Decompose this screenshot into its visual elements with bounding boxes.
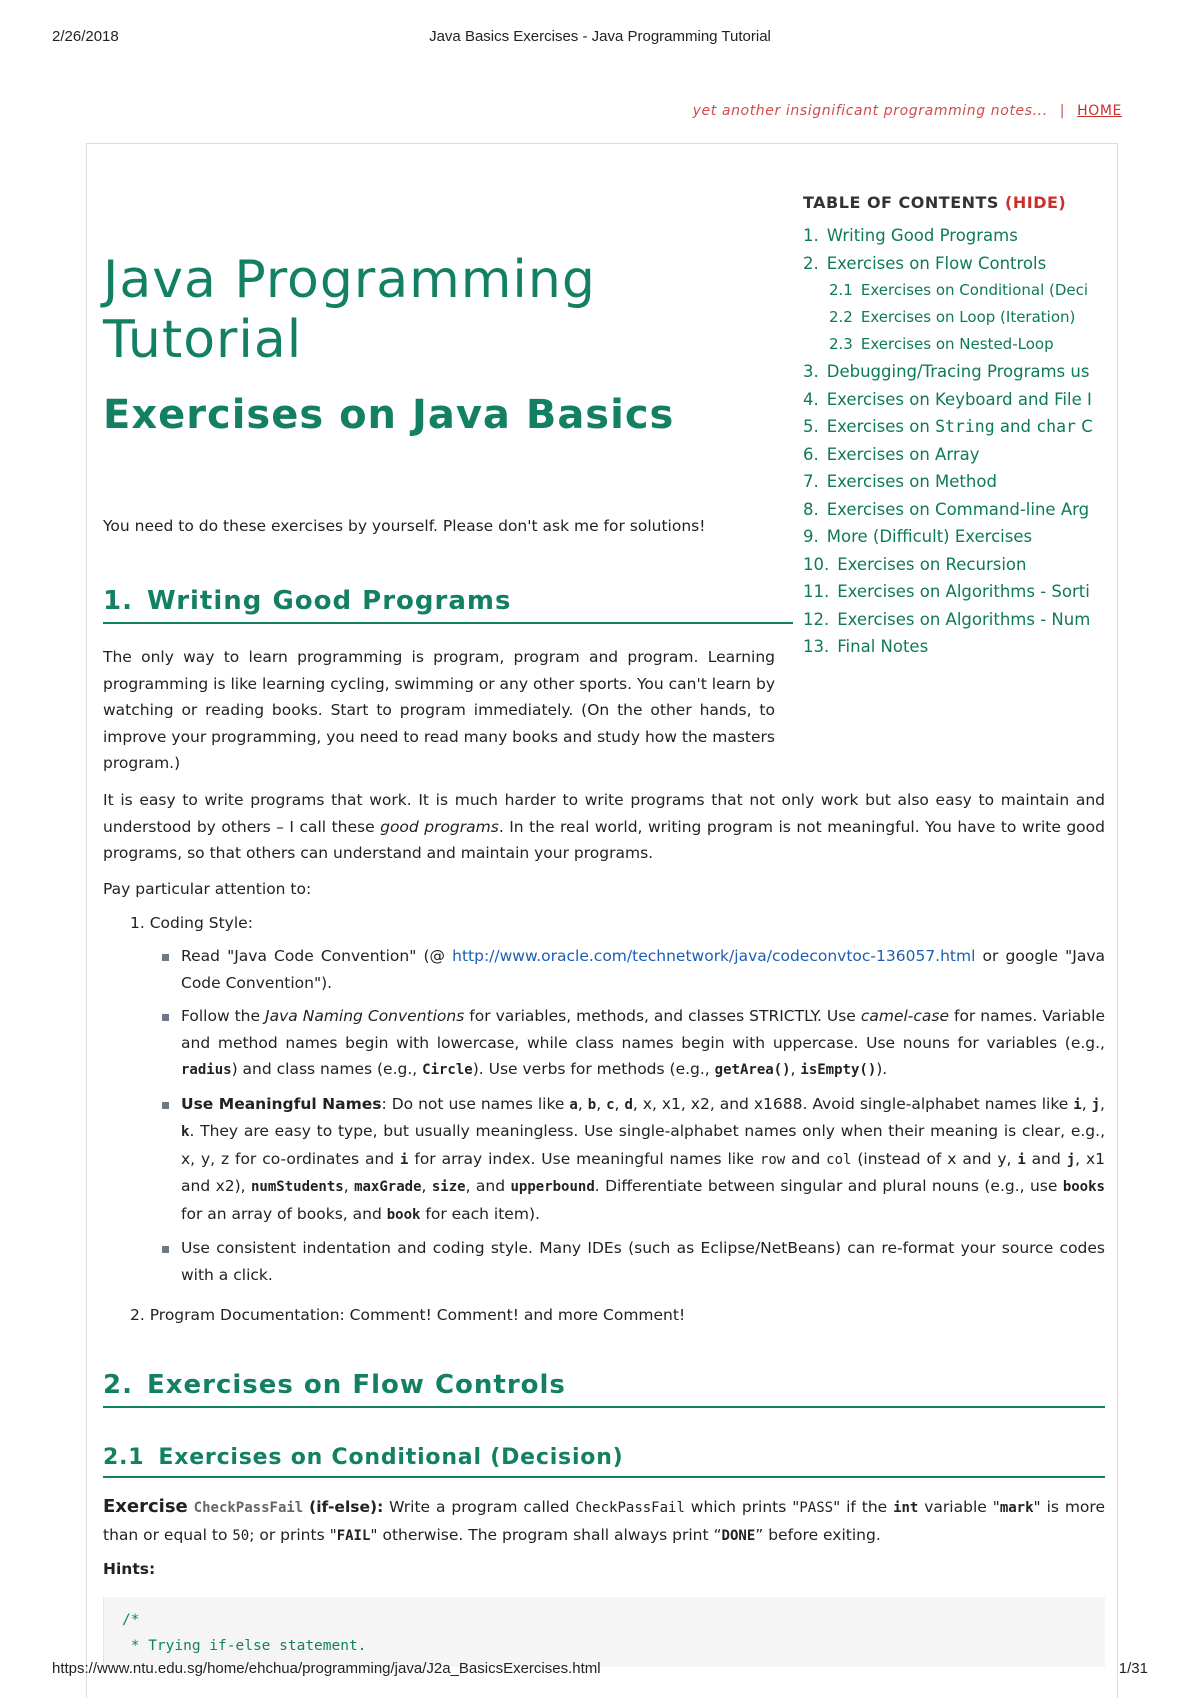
toc-item[interactable]: 1. Writing Good Programs (803, 226, 1018, 245)
bullet-list (181, 943, 1105, 1295)
toc-hide-toggle[interactable]: (HIDE) (1005, 193, 1067, 212)
section-heading-1: 1. Writing Good Programs (103, 586, 793, 624)
toc-item[interactable]: 11. Exercises on Algorithms - Sorti (803, 582, 1090, 601)
hints-label: Hints: (103, 1560, 156, 1578)
page-title: Java Programming Tutorial (103, 250, 596, 370)
toc-item[interactable]: 6. Exercises on Array (803, 444, 980, 464)
toc-item[interactable]: 9. More (Difficult) Exercises (803, 527, 1033, 546)
top-nav (693, 103, 1122, 119)
toc-item[interactable]: 10. Exercises on Recursion (803, 554, 1027, 574)
list-item: 2. Program Documentation: Comment! Comment! and more Comment! (130, 1306, 686, 1324)
print-date: 2/26/2018 (52, 28, 119, 45)
toc-item[interactable]: 2. Exercises on Flow Controls (803, 253, 1047, 273)
subsection-heading-2-1: 2.1 Exercises on Conditional (Decision) (103, 1445, 1105, 1478)
paragraph: Pay particular attention to: (103, 880, 312, 898)
print-header (52, 28, 1148, 48)
toc-subitem[interactable]: 2.1 Exercises on Conditional (Deci (829, 281, 1089, 299)
print-title: Java Basics Exercises - Java Programming Tutorial (429, 28, 771, 45)
list-item: Use Meaningful Names: Do not use names like a, b, c, d, x, x1, x2, and x1688. Avoid single-alphabet names like i, j, k. They are easy to type, but usually meaningless. Use single-alphabet names only when their meaning is clear, e.g., x, y, z for co-ordinates and i for array index. Use meaningful names like row and col (instead of x and y, i and j, x1 and x2), numStudents, maxGrade, size, and upperbound. Differentiate between singular and plural nouns (e.g., use books for an array of books, and book for each item). (181, 1091, 1105, 1229)
toc-item[interactable]: 4. Exercises on Keyboard and File I (803, 389, 1092, 409)
code-block (103, 1597, 1105, 1667)
list-item: Use consistent indentation and coding style. Many IDEs (such as Eclipse/NetBeans) can re-format your source codes with a click. (181, 1235, 1105, 1288)
paragraph: The only way to learn programming is program, program and program. Learning programming is like learning cycling, swimming or any other sports. You can't learn by watching or reading books. Start to program immediately. (On the other hands, to improve your programming, you need to read many books and study how the masters program.) (103, 648, 775, 772)
code-convention-link[interactable]: http://www.oracle.com/technetwork/java/codeconvtoc-136057.html (452, 947, 976, 965)
print-url: https://www.ntu.edu.sg/home/ehchua/programming/java/J2a_BasicsExercises.html (52, 1660, 601, 1677)
page-number: 1/31 (1118, 1660, 1148, 1677)
toc-item[interactable]: 8. Exercises on Command-line Arg (803, 499, 1090, 519)
print-footer (52, 1660, 1148, 1680)
toc-item[interactable]: 5. Exercises on String and char C (803, 417, 1093, 436)
home-link[interactable]: HOME (1077, 103, 1122, 119)
code-line: * Trying if-else statement. (122, 1638, 367, 1654)
toc-subitem[interactable]: 2.3 Exercises on Nested-Loop (829, 335, 1054, 353)
table-of-contents (803, 193, 1103, 661)
toc-item[interactable]: 12. Exercises on Algorithms - Num (803, 609, 1091, 629)
exercise-text: Exercise CheckPassFail (if-else): Write a program called CheckPassFail which prints "PASS" if the int variable "mark" is more than or equal to 50; or prints "FAIL" otherwise. The program shall always print “DONE” before exiting. (103, 1496, 1105, 1544)
site-tagline: yet another insignificant programming notes... (692, 103, 1048, 119)
list-item: 1. Coding Style: (130, 914, 253, 932)
toc-subitem[interactable]: 2.2 Exercises on Loop (Iteration) (829, 308, 1076, 326)
toc-item[interactable]: 13. Final Notes (803, 637, 929, 656)
code-line: /* (122, 1612, 140, 1628)
nav-separator: | (1059, 103, 1066, 119)
toc-heading: TABLE OF CONTENTS (HIDE) (803, 193, 1067, 212)
intro-text: You need to do these exercises by yourself. Please don't ask me for solutions! (103, 517, 706, 535)
toc-item[interactable]: 7. Exercises on Method (803, 472, 997, 491)
paragraph: It is easy to write programs that work. It is much harder to write programs that not only work but also easy to maintain and understood by others – I call these good programs. In the real world, writing program is not meaningful. You have to write good programs, so that others can understand and maintain your programs. (103, 791, 1105, 862)
section-heading-2: 2. Exercises on Flow Controls (103, 1370, 1105, 1408)
toc-item[interactable]: 3. Debugging/Tracing Programs us (803, 362, 1090, 381)
list-item: Follow the Java Naming Conventions for variables, methods, and classes STRICTLY. Use camel-case for names. Variable and method names begin with lowercase, while class names begin with uppercase. Use nouns for variables (e.g., radius) and class names (e.g., Circle). Use verbs for methods (e.g., getArea(), isEmpty()). (181, 1003, 1105, 1084)
list-item: Read "Java Code Convention" (@ http://www.oracle.com/technetwork/java/codeconvtoc-136057.html or google "Java Code Convention"). (181, 943, 1105, 996)
page-subtitle: Exercises on Java Basics (103, 392, 675, 438)
